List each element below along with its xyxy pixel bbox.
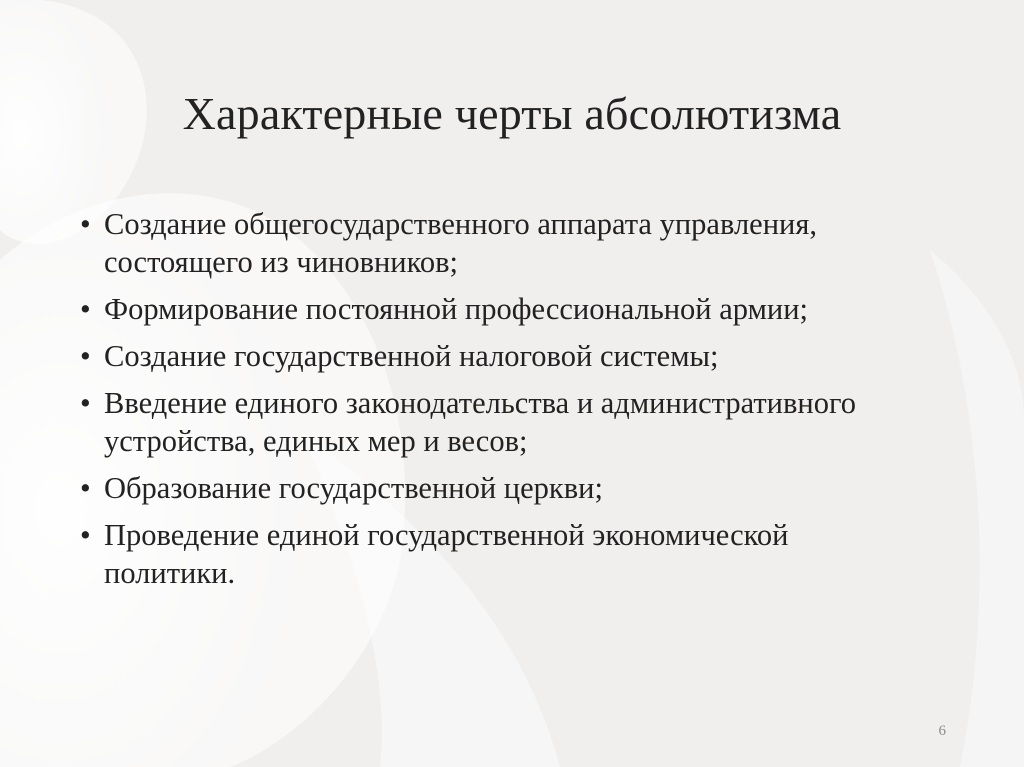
bullet-icon: • xyxy=(80,207,91,241)
slide-title: Характерные черты абсолютизма xyxy=(182,88,842,139)
bullet-icon: • xyxy=(80,471,91,505)
list-item-text: Введение единого законодательства и административного устройства, единых мер и весов; xyxy=(104,386,856,458)
bullet-list xyxy=(80,205,910,601)
list-item-text: Проведение единой государственной экономической политики. xyxy=(104,518,789,590)
bullet-icon: • xyxy=(80,292,91,326)
list-item xyxy=(80,290,910,328)
page-number: 6 xyxy=(938,723,946,739)
list-item xyxy=(80,516,910,592)
bullet-icon: • xyxy=(80,518,91,552)
list-item xyxy=(80,469,910,507)
list-item xyxy=(80,205,910,281)
bullet-icon: • xyxy=(80,386,91,420)
list-item-text: Создание государственной налоговой системы; xyxy=(104,339,719,373)
list-item xyxy=(80,337,910,375)
list-item-text: Образование государственной церкви; xyxy=(104,471,603,505)
list-item-text: Создание общегосударственного аппарата управления, состоящего из чиновников; xyxy=(104,207,818,279)
bullet-icon: • xyxy=(80,339,91,373)
list-item-text: Формирование постоянной профессиональной армии; xyxy=(104,292,808,326)
list-item xyxy=(80,384,910,460)
